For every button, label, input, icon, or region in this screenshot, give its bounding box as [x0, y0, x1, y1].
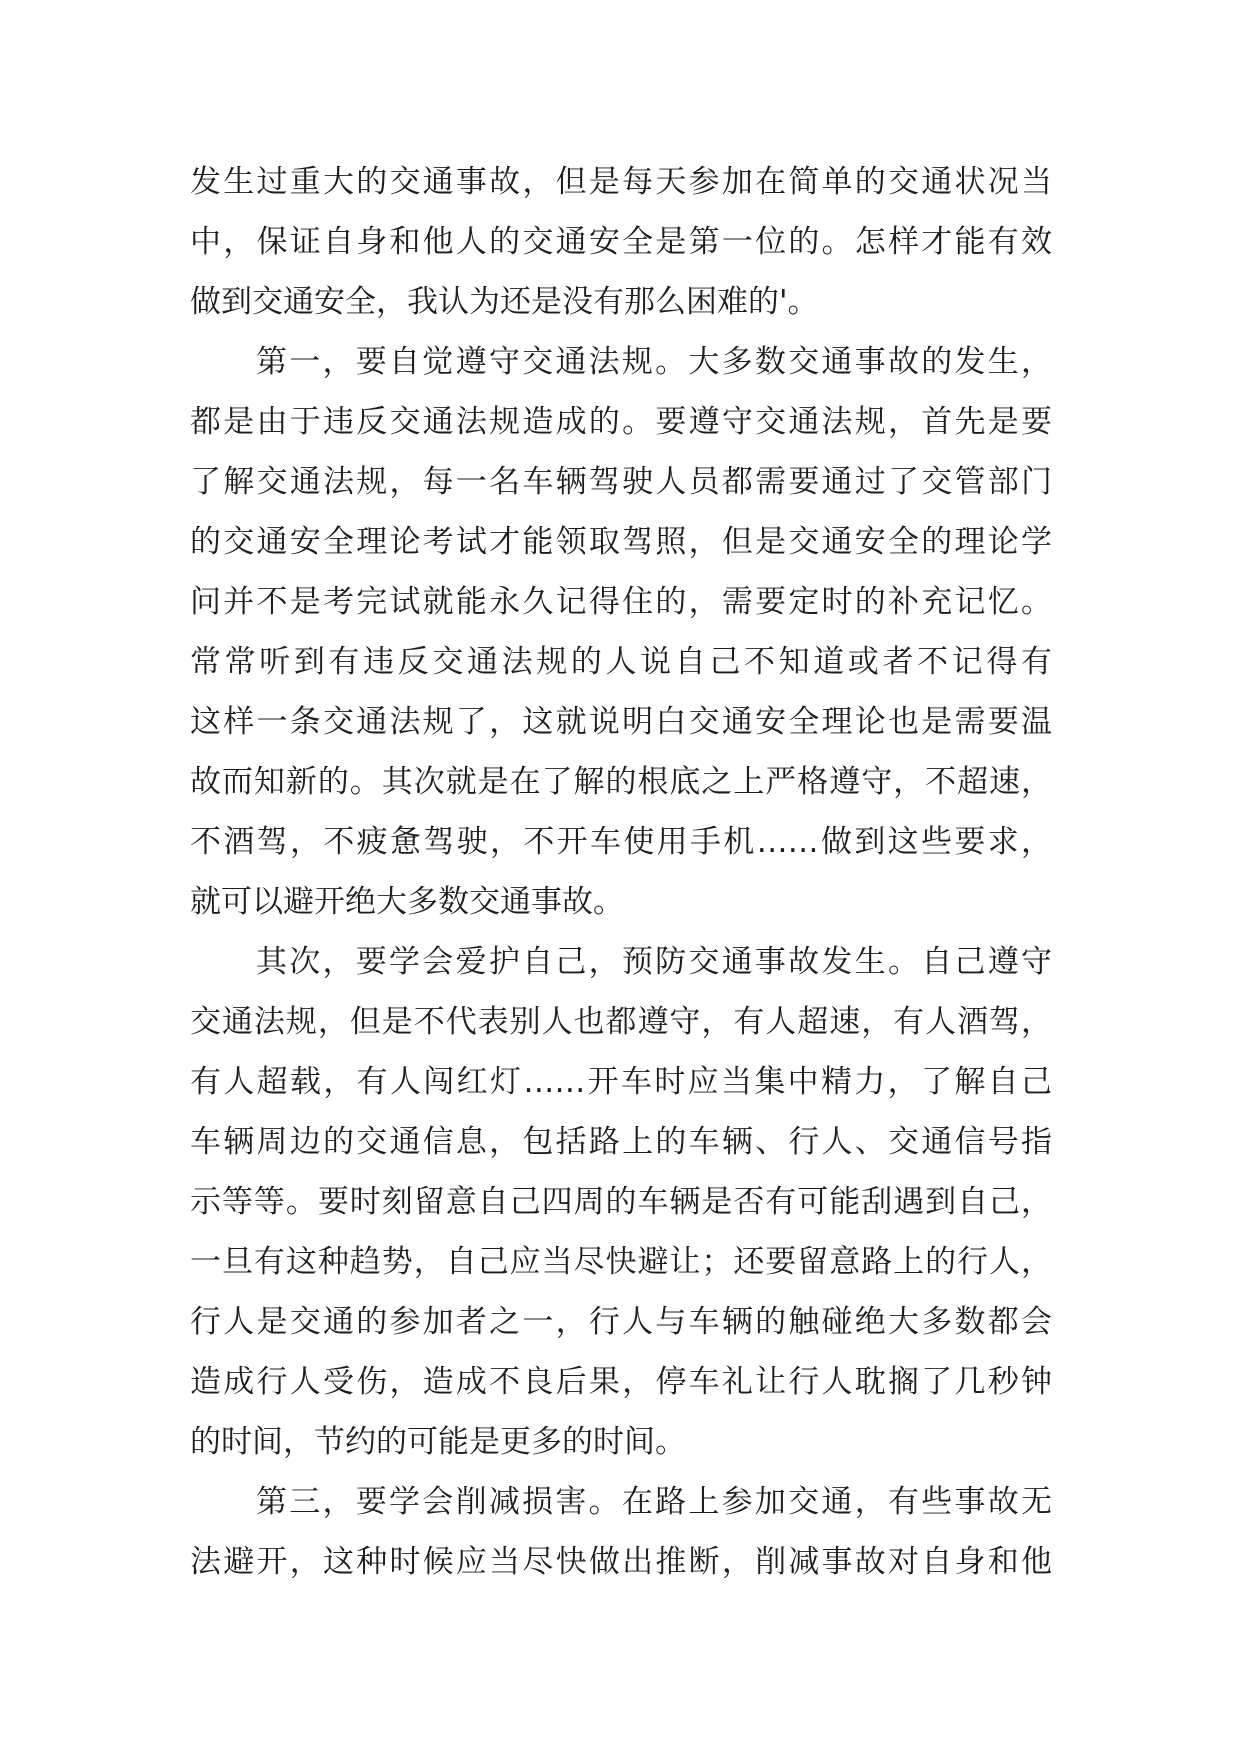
- text-line: 问并不是考完试就能永久记得住的，需要定时的补充记忆。: [190, 584, 1052, 620]
- text-line: 常常听到有违反交通法规的人说自己不知道或者不记得有: [190, 644, 1052, 680]
- text-line: 发生过重大的交通事故，但是每天参加在简单的交通状况当: [190, 164, 1052, 200]
- text-line: 故而知新的。其次就是在了解的根底之上严格遵守，不超速，: [190, 764, 1052, 800]
- text-line: 做到交通安全，我认为还是没有那么困难的'。: [190, 284, 819, 320]
- text-line: 造成行人受伤，造成不良后果，停车礼让行人耽搁了几秒钟: [190, 1364, 1052, 1400]
- text-line: 第三，要学会削减损害。在路上参加交通，有些事故无: [256, 1484, 1052, 1520]
- text-line: 的时间，节约的可能是更多的时间。: [190, 1424, 686, 1460]
- text-line: 这样一条交通法规了，这就说明白交通安全理论也是需要温: [190, 704, 1052, 740]
- text-line: 都是由于违反交通法规造成的。要遵守交通法规，首先是要: [190, 404, 1052, 440]
- text-line: 第一，要自觉遵守交通法规。大多数交通事故的发生，: [256, 344, 1052, 380]
- text-line: 不酒驾，不疲惫驾驶，不开车使用手机……做到这些要求，: [190, 824, 1052, 860]
- text-line: 就可以避开绝大多数交通事故。: [190, 884, 624, 920]
- text-line: 行人是交通的参加者之一，行人与车辆的触碰绝大多数都会: [190, 1304, 1052, 1340]
- text-line: 法避开，这种时候应当尽快做出推断，削减事故对自身和他: [190, 1544, 1052, 1580]
- text-line: 交通法规，但是不代表别人也都遵守，有人超速，有人酒驾，: [190, 1004, 1052, 1040]
- text-line: 其次，要学会爱护自己，预防交通事故发生。自己遵守: [256, 944, 1052, 980]
- text-line: 中，保证自身和他人的交通安全是第一位的。怎样才能有效: [190, 224, 1052, 260]
- text-line: 一旦有这种趋势，自己应当尽快避让；还要留意路上的行人，: [190, 1244, 1052, 1280]
- text-line: 的交通安全理论考试才能领取驾照，但是交通安全的理论学: [190, 524, 1052, 560]
- text-line: 车辆周边的交通信息，包括路上的车辆、行人、交通信号指: [190, 1124, 1052, 1160]
- document-body: [190, 152, 1052, 1592]
- text-line: 了解交通法规，每一名车辆驾驶人员都需要通过了交管部门: [190, 464, 1052, 500]
- text-line: 有人超载，有人闯红灯……开车时应当集中精力，了解自己: [190, 1064, 1052, 1100]
- text-line: 示等等。要时刻留意自己四周的车辆是否有可能刮遇到自己，: [190, 1184, 1052, 1220]
